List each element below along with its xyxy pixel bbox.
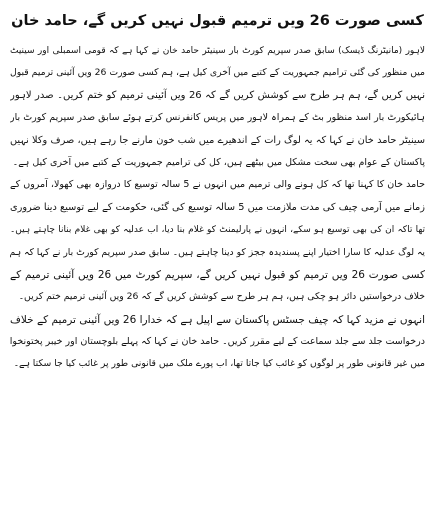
article-line: ہائیکورٹ بار اسد منظور بٹ کے ہمراہ لاہور میں پریس کانفرنس کرتے ہوئے سابق صدر سپریم کورٹ بار [10,112,425,124]
article-line: انہوں نے مزید کہا کہ چیف جسٹس پاکستان سے اپیل ہے کہ خدارا 26 ویں آئینی ترمیم کے خلاف [10,313,425,326]
article-body [10,40,425,376]
article-line: میں منظور کی گئی ترامیم جمہوریت کے کتبے میں آخری کیل ہے، ہم کسی صورت 26 ویں آئینی ترمیم قبول [10,67,425,79]
article-line: زمانے میں آرمی چیف کی مدت ملازمت میں 5 سالہ توسیع کی گئی، حکومت کے لیے توسیع دینا ضروری [10,201,425,213]
article-line: لاہور (مانیٹرنگ ڈیسک) سابق صدر سپریم کورٹ بار سینیٹر حامد خان نے کہا ہے کہ قومی اسمبلی اور سینیٹ [10,46,425,56]
article-line: حامد خان کا کہنا تھا کہ کل ہونے والی ترمیم میں انہوں نے 5 سالہ توسیع کا دروازہ بھی کھولا، آمروں کے [10,179,425,191]
article-line: یہ لوگ عدلیہ کا سارا اختیار اپنے پسندیدہ ججز کو دینا چاہتے ہیں۔ سابق صدر سپریم کورٹ بار نے کہا کہ ہم [10,246,425,258]
article-line: پاکستان کے عوام بھی سخت مشکل میں بیٹھے ہیں، کل کی ترامیم جمہوریت کے کتبے میں آخری کیل ہے۔ [12,156,425,168]
article-line: خلاف درخواستیں دائر ہو چکی ہیں، ہم ہر طرح سے کوشش کریں گے کہ 26 ویں آئینی ترمیم ختم کریں۔ [18,291,425,303]
article-line: درخواست جلد سے جلد سماعت کے لیے مقرر کریں۔ حامد خان نے کہا کہ پہلے بلوچستان اور خیبر پختونخوا [10,336,425,348]
article-line: تھا تاکہ ان کی بھی توسیع ہو سکے، انہوں نے پارلیمنٹ کو غلام بنا دیا، اب عدلیہ کو بھی غلام بنانا چاہتے ہیں۔ [10,225,425,236]
article-headline: کسی صورت 26 ویں ترمیم قبول نہیں کریں گے، حامد خان [11,13,424,29]
article-line: سینیٹر حامد خان نے کہا کہ یہ لوگ رات کے اندھیرے میں شب خون مارنے جا رہے ہیں، صرف وکلا نہیں [10,134,425,146]
article-line: میں غیر قانونی طور پر لوگوں کو غائب کیا جاتا تھا، اب پورے ملک میں قانونی طور پر غائب کیا جا سکتا ہے۔ [13,358,425,370]
article-line: نہیں کریں گے، ہم ہر طرح سے کوشش کریں گے کہ 26 ویں آئینی ترمیم کو ختم کریں۔ صدر لاہور [10,89,425,101]
article-line: کسی صورت 26 ویں ترمیم کو قبول نہیں کریں گے، سپریم کورٹ میں 26 ویں آئینی ترمیم کے [10,268,425,281]
